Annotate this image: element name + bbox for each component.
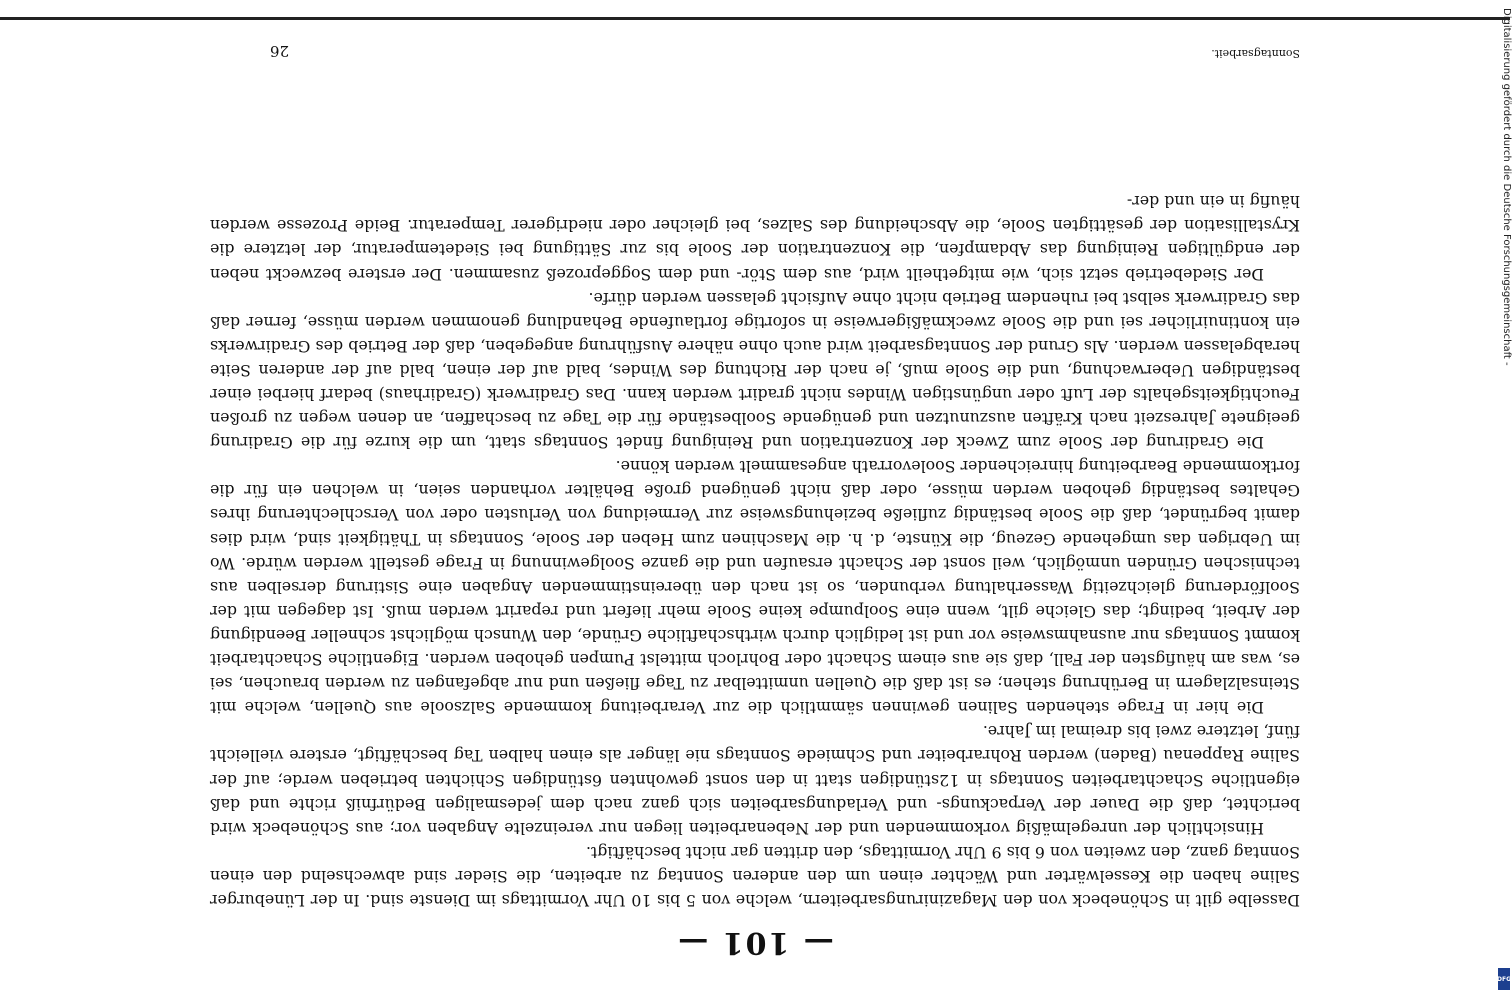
footer-catchword: Sonntagsarbeit.: [1211, 47, 1300, 60]
paragraph: Die hier in Frage stehenden Salinen gewinnen sämmtlich die zur Verarbeitung kommende Salzsoole aus Quellen, welche mit Steinsalzlagern in Berührung stehen; es ist daß die Quellen unmittelbar zu Tage fließen und nur abgefangen zu werden brauchen, sei es, was am häufigsten der Fall, daß sie aus einem Schacht oder Bohrloch mittelst Pumpen gehoben werden. Eigentliche Schachtarbeit kommt Sonntags nur ausnahmsweise vor und ist lediglich durch wirthschaftliche Gründe, den Wunsch möglichst schneller Beendigung der Arbeit, bedingt; das Gleiche gilt, wenn eine Soolpumpe keine Soole mehr liefert und reparirt werden muß. Ist dagegen mit der Soolförderung gleichzeitig Wasserhaltung verbunden, so ist nach den übereinstimmenden Angaben eine Sistirung derselben aus technischen Gründen unmöglich, weil sonst der Schacht ersaufen und die ganze Soolgewinnung in Frage gestellt werden würde. Wo im Uebrigen das umgehende Gezeug, die Künste, d. h. die Maschinen zum Heben der Soole, Sonntags in Thätigkeit sind, wird dies damit begründet, daß die Soole beständig zufließe beziehungsweise zur Vermeidung von Verlusten oder von Verschlechterung ihres Gehaltes beständig gehoben werden müsse, oder daß nicht genügend große Behälter vorhanden seien, in welchen ein für die fortkommende Bearbeitung hinreichender Soolevorrath angesammelt werden könne.: [210, 457, 1300, 718]
document-page: [210, 30, 1300, 960]
paragraph: Dasselbe gilt in Schönebeck von den Magazinirungsarbeitern, welche von 5 bis 10 Uhr Vormittags im Dienste sind. In der Lüneburger Saline haben die Kesselwärter und Wächter einen um den anderen Sonntag zu arbeiten, die Sieder sind abwechselnd den einen Sonntag ganz, den zweiten von 6 bis 9 Uhr Vormittags, den dritten gar nicht beschäftigt.: [210, 842, 1300, 910]
digitization-notice: [1498, 0, 1512, 1000]
paragraph: Der Siedebetrieb setzt sich, wie mitgetheilt wird, aus dem Stör- und dem Soggeprozeß zusammen. Der erstere bezweckt neben der endgültigen Reinigung das Abdampfen, die Konzentration der Soole bis zur Sättigung bei Siedetemperatur, der letztere die Krystallisation der gesättigten Soole, die Abscheidung des Salzes, bei gleicher oder niedrigerer Temperatur. Beide Prozesse werden häufig in ein und der-: [210, 192, 1300, 284]
paragraph: Die Gradirung der Soole zum Zweck der Konzentration und Reinigung findet Sonntags statt, um die kurze für die Gradirung geeignete Jahreszeit nach Kräften auszunutzen und genügende Soolbestände für die Tage zu beschaffen, an denen wegen zu großen Feuchtigkeitsgehalts der Luft oder ungünstigen Windes nicht gradirt werden kann. Das Gradirwerk (Gradirhaus) bedarf hierbei einer beständigen Ueberwachung, und die Soole muß, je nach der Richtung des Windes, bald auf der einen, bald auf der anderen Seite herabgelassen werden. Als Grund der Sonntagsarbeit wird auch ohne nähere Ausführung angegeben, daß der Betrieb des Gradirwerks ein kontinuirlicher sei und die Soole zweckmäßigerweise in sofortige fortlaufende Behandlung genommen werden müsse, ferner daß das Gradirwerk selbst bei ruhendem Betrieb nicht ohne Aufsicht gelassen werden dürfe.: [210, 288, 1300, 453]
page-number: — 101 —: [676, 925, 834, 960]
scan-edge-rule: [0, 17, 1510, 20]
footer-signature: 26: [270, 42, 290, 60]
dfg-logo-text: DFG: [1497, 975, 1512, 983]
body-text: [210, 189, 1300, 912]
digitization-notice-text: Digitalisierung gefördert durch die Deutsche Forschungsgemeinschaft -: [1501, 8, 1512, 366]
dfg-logo-icon: [1498, 968, 1510, 990]
paragraph: Hinsichtlich der unregelmäßig vorkommenden und der Nebenarbeiten liegen nur vereinzelte Angaben vor; aus Schönebeck wird berichtet, daß die Dauer der Verpackungs- und Verladungsarbeiten sich ganz nach dem jedesmaligen Bedürfniß richte und daß eigentliche Schachtarbeiten Sonntags in 12stündigen statt in den sonst gewohnten 6stündigen Schichten betrieben werde; auf der Saline Rappenau (Baden) werden Rohrarbeiter und Schmiede Sonntags nie länger als einen halben Tag beschäftigt, erstere vielleicht fünf, letztere zwei bis dreimal im Jahre.: [210, 722, 1300, 838]
